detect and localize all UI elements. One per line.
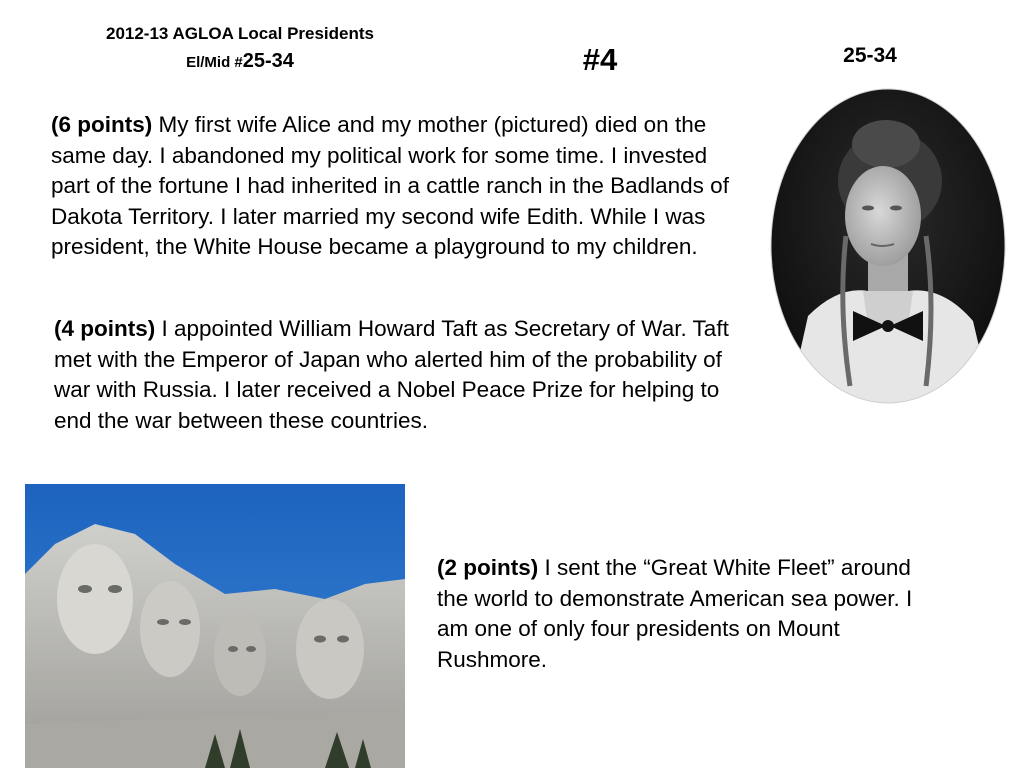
clue-points-label: (6 points): [51, 112, 153, 137]
header-subtitle: [140, 50, 340, 73]
header-prefix: El/Mid #: [186, 54, 243, 71]
clue-2-points: [437, 553, 947, 675]
clue-text: I sent the “Great White Fleet” around the world to demonstrate American sea power. I am one of only four presidents on Mount Rushmore.: [437, 555, 913, 672]
corner-code: 25-34: [843, 44, 897, 67]
mother-portrait-image: [768, 86, 1008, 406]
clue-text: I appointed William Howard Taft as Secretary of War. Taft met with the Emperor of Japan who alerted him of the probability of war with Russia. I later received a Nobel Peace Prize for helping to end the war between these countries.: [54, 316, 729, 433]
mount-rushmore-image: [25, 484, 405, 768]
clue-points-label: (2 points): [437, 555, 539, 580]
clue-points-label: (4 points): [54, 316, 156, 341]
slide-number: #4: [582, 42, 618, 77]
clue-4-points: [54, 314, 744, 436]
clue-6-points: [51, 110, 741, 263]
header-code: 25-34: [242, 50, 294, 72]
clue-text: My first wife Alice and my mother (pictured) died on the same day. I abandoned my political work for some time. I invested part of the fortune I had inherited in a cattle ranch in the Badlands of Dakota Territory. I later married my second wife Edith. While I was president, the White House became a playground to my children.: [51, 112, 729, 259]
header-title: 2012-13 AGLOA Local Presidents: [105, 24, 374, 43]
